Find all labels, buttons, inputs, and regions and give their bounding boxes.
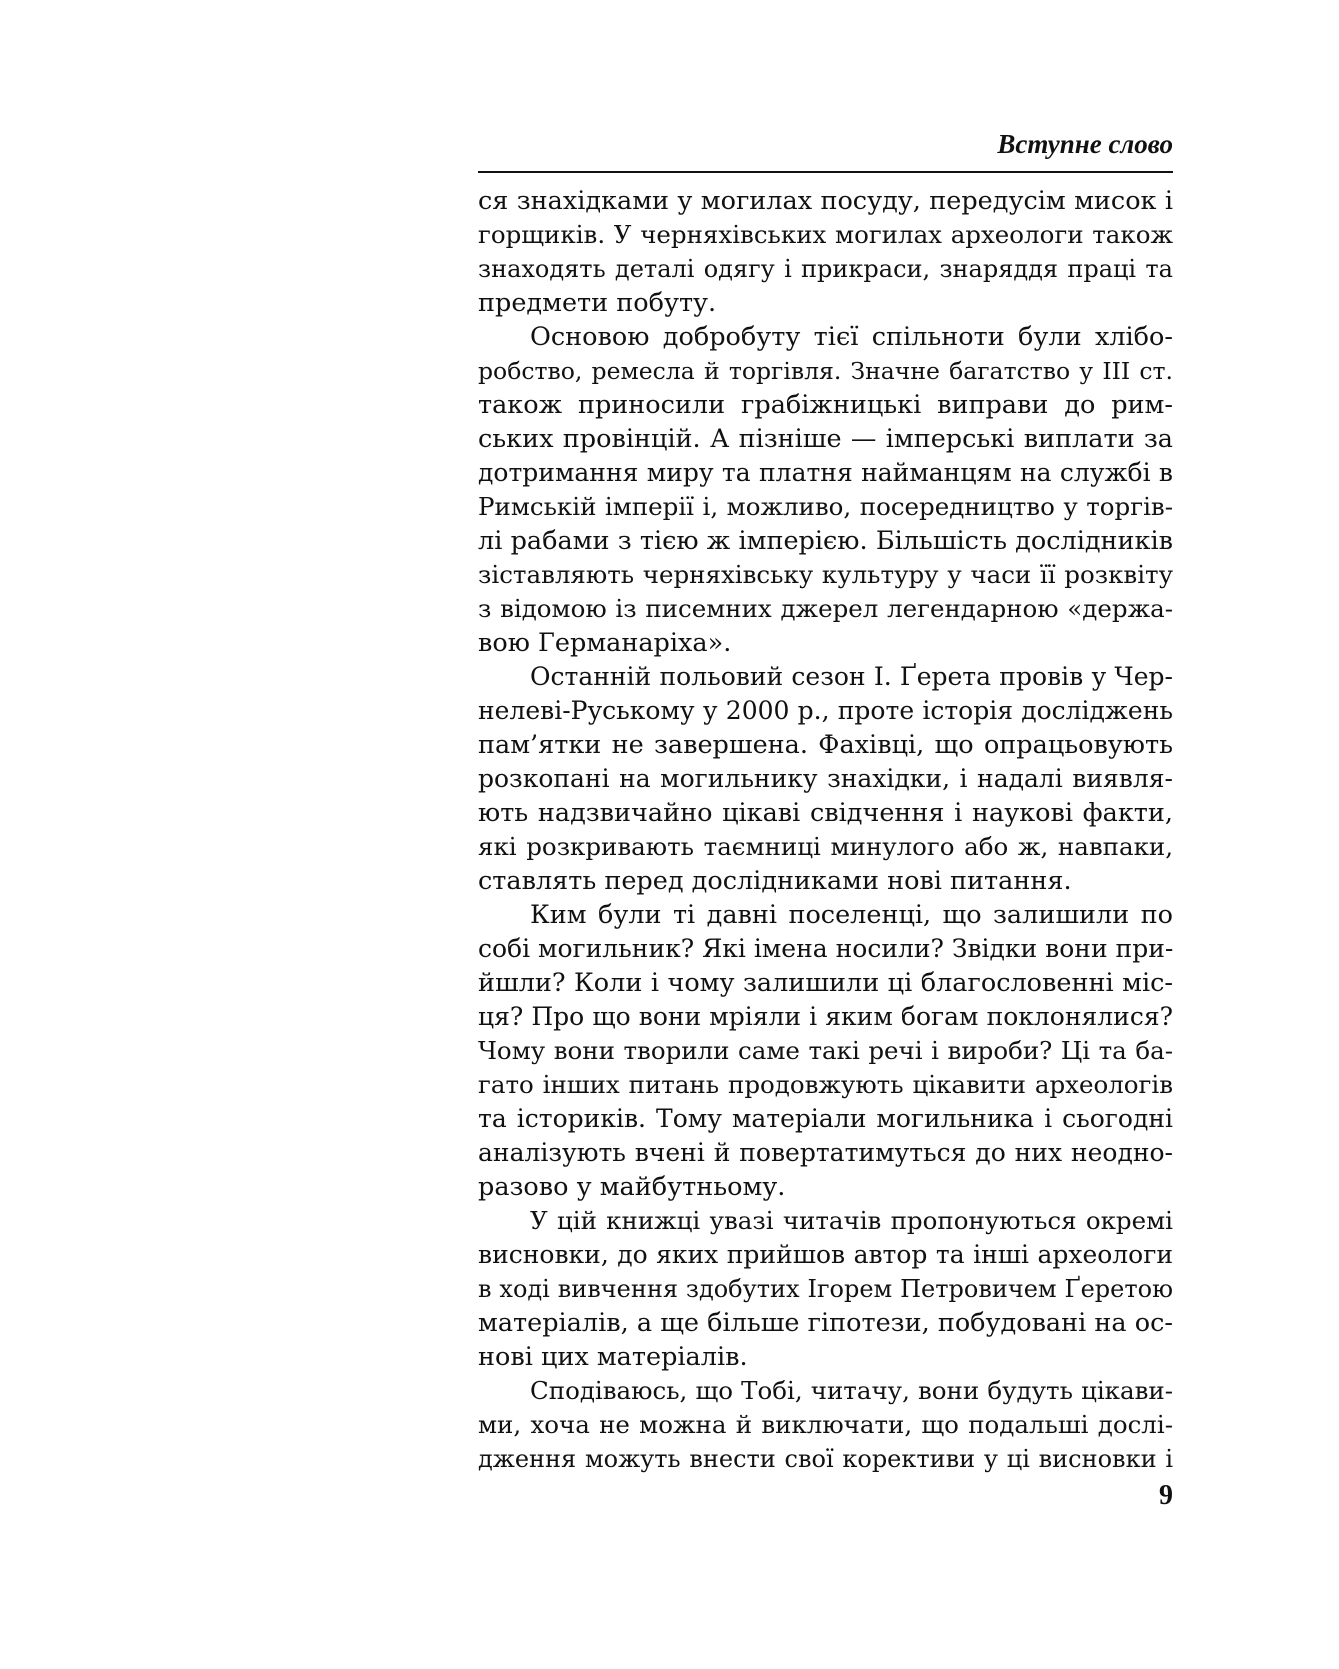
text-line: аналізують вчені й повертатимуться до них неодно- [478, 1138, 1173, 1167]
text-line: матеріалів, а ще більше гіпотези, побудовані на ос- [478, 1308, 1173, 1338]
text-line: ставлять перед дослідниками нові питання. [478, 866, 1072, 896]
text-line: собі могильник? Які імена носили? Звідки вони при- [478, 934, 1174, 963]
text-line: висновки, до яких прийшов автор та інші археологи [478, 1240, 1173, 1269]
text-line: нові цих матеріалів. [478, 1342, 748, 1372]
text-line: зіставляють черняхівську культуру у часи її розквіту [478, 560, 1173, 589]
text-line: разово у майбутньому. [478, 1172, 786, 1202]
text-line: Останній польовий сезон І. Ґерета провів у Чер- [530, 662, 1173, 691]
text-line: та істориків. Тому матеріали могильника і сьогодні [478, 1104, 1173, 1133]
text-line: Основою добробуту тієї спільноти були хлібо- [530, 322, 1173, 352]
text-line: розкопані на могильнику знахідки, і надалі виявля- [478, 764, 1173, 793]
text-line: Чому вони творили саме такі речі і вироби? Ці та ба- [478, 1036, 1173, 1065]
page-number: 9 [1159, 1480, 1173, 1511]
text-line: робство, ремесла й торгівля. Значне багатство у III ст. [478, 357, 1173, 385]
text-line: лі рабами з тією ж імперією. Більшість дослідників [478, 526, 1173, 556]
text-line: предмети побуту. [478, 288, 717, 318]
text-line: вою Германаріха». [478, 628, 732, 658]
text-line: йшли? Коли і чому залишили ці благословенні міс- [478, 968, 1173, 998]
text-line: ють надзвичайно цікаві свідчення і наукові факти, [478, 798, 1173, 828]
text-line: з відомою із писемних джерел легендарною «держа- [478, 594, 1173, 623]
text-line: в ході вивчення здобутих Ігорем Петровичем Ґеретою [478, 1275, 1173, 1303]
text-line: Ким були ті давні поселенці, що залишили по [530, 900, 1173, 930]
text-line: Сподіваюсь, що Тобі, читачу, вони будуть цікави- [530, 1376, 1173, 1405]
text-line: ця? Про що вони мріяли і яким богам поклонялися? [478, 1002, 1173, 1031]
text-line: пам’ятки не завершена. Фахівці, що опрацьовують [478, 730, 1173, 760]
body-text [478, 184, 1173, 1476]
text-line: У цій книжці увазі читачів пропонуються окремі [530, 1206, 1173, 1235]
text-line: ми, хоча не можна й виключати, що подальші дослі- [478, 1410, 1173, 1439]
running-head: Вступне слово [997, 129, 1173, 159]
text-line: нелеві-Руському у 2000 р., проте історія досліджень [478, 696, 1173, 725]
text-line: які розкривають таємниці минулого або ж, навпаки, [478, 832, 1173, 861]
text-line: знаходять деталі одягу і прикраси, знаряддя праці та [478, 255, 1173, 283]
text-line: гато інших питань продовжують цікавити археологів [478, 1070, 1173, 1099]
text-line: ся знахідками у могилах посуду, передусім мисок і [478, 186, 1173, 216]
text-line: дотримання миру та платня найманцям на службі в [478, 458, 1173, 487]
text-line: Римській імперії і, можливо, посередництво у торгів- [478, 492, 1173, 521]
text-line: також приносили грабіжницькі виправи до рим- [478, 390, 1173, 420]
text-line: дження можуть внести свої корективи у ці висновки і [478, 1445, 1173, 1473]
text-line: ських провінцій. А пізніше — імперські виплати за [478, 424, 1173, 454]
header-rule [478, 171, 1173, 173]
text-line: горщиків. У черняхівських могилах археологи також [478, 220, 1173, 249]
